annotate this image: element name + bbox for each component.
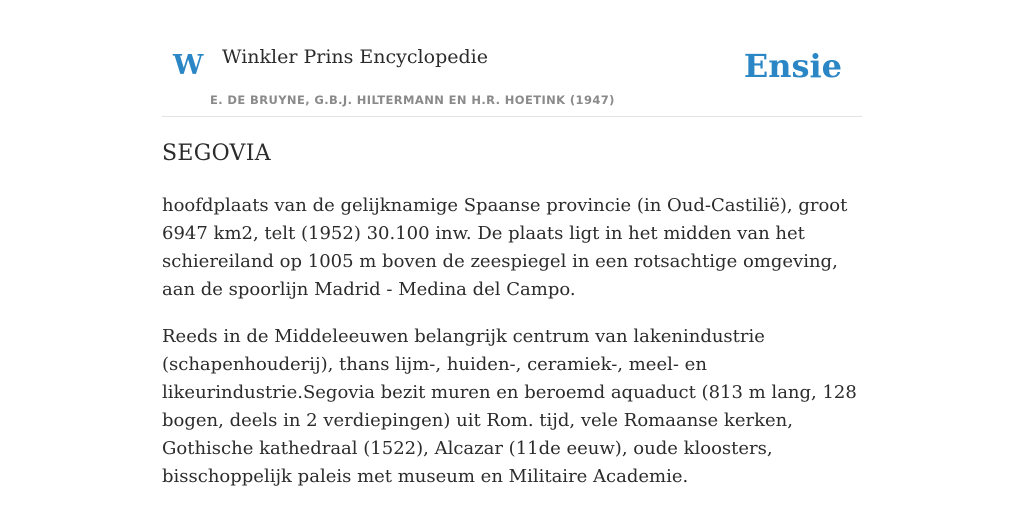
entry-paragraph: Reeds in de Middeleeuwen belangrijk centrum van lakenindustrie (schapenhouderij), thans lijm-, huiden-, ceramiek-, meel- en likeurindustrie.Segovia bezit muren en beroemd aquaduct (813 m lang, 128 bogen, deels in 2 verdiepingen) uit Rom. tijd, vele Romaanse kerken, Gothische kathedraal (1522), Alcazar (11de eeuw), oude kloosters, bisschoppelijk paleis met museum en Militaire Academie. (162, 326, 857, 487)
publication-header (162, 0, 862, 117)
publication-logo[interactable]: W (173, 50, 204, 81)
publication-title[interactable]: Winkler Prins Encyclopedie (222, 46, 488, 68)
entry-body (162, 192, 862, 510)
entry-paragraph: hoofdplaats van de gelijknamige Spaanse provincie (in Oud-Castilië), groot 6947 km2, telt (1952) 30.100 inw. De plaats ligt in het midden van het schiereiland op 1005 m boven de zeespiegel in een rotsachtige omgeving, aan de spoorlijn Madrid - Medina del Campo. (162, 195, 848, 300)
ensie-brand-logo[interactable]: Ensie (743, 47, 842, 85)
entry-title: SEGOVIA (162, 141, 271, 166)
publication-authors: E. DE BRUYNE, G.B.J. HILTERMANN EN H.R. HOETINK (1947) (210, 93, 615, 107)
